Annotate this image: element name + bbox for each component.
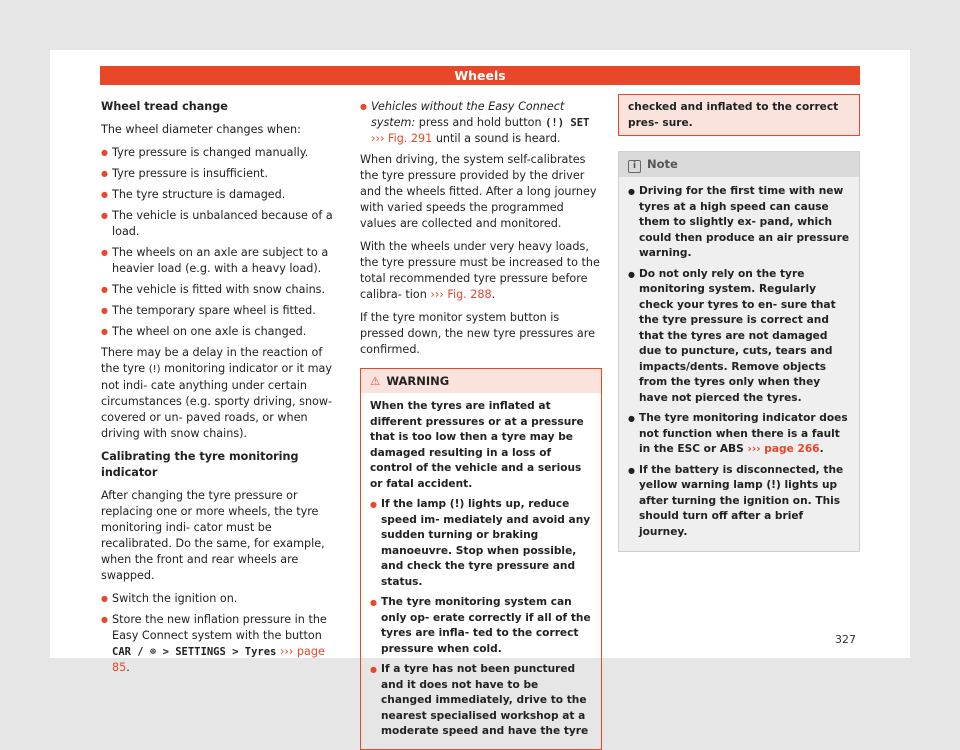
- vehicles-label: Vehicles without the Easy Connect system:: [371, 100, 565, 129]
- heavy-load-text: With the wheels under very heavy loads, the tyre pressure must be increased to the total recommended tyre pressure before calibra- tion: [360, 240, 600, 301]
- section-header: Wheels: [100, 66, 860, 85]
- list-item: ● If the lamp (!) lights up, reduce speed im- mediately and avoid any sudden turning or braking manoeuvre. Stop when possible, and check the tyre pressure and status.: [370, 497, 592, 590]
- page-number: 327: [835, 633, 856, 646]
- warning-text: When the tyres are inflated at different pressures or at a pressure that is too low then a tyre may be damaged resulting in a loss of control of the vehicle and a serious or fatal accident.: [370, 400, 584, 490]
- list-item: ● The temporary spare wheel is fitted.: [101, 303, 341, 319]
- fig-ref-link[interactable]: ››› Fig. 288: [430, 288, 492, 301]
- step2-text: Store the new inflation pressure in the Easy Connect system with the button: [112, 613, 327, 642]
- list-item: ● If the battery is disconnected, the yellow warning lamp (!) lights up after turning the ignition on. This should turn off after a brief journey.: [628, 463, 850, 541]
- set-button-ref: (!) SET: [545, 117, 590, 129]
- list-item: ● Driving for the first time with new tyres at a high speed can cause them to slightly ex- pand, which could then produce an air pressure warning.: [628, 184, 850, 262]
- list-item: ● The wheel on one axle is changed.: [101, 324, 341, 340]
- calib-paragraph: After changing the tyre pressure or replacing one or more wheels, the tyre monitoring indi- cator must be recalibrated. Do the same, for example, when the front and rear wheels are swapped.: [101, 489, 325, 582]
- delay-text-b: monitoring indicator or it may not indi- cate anything under certain circumstances (e.g. sporty driving, snow-covered or un- paved roads, or when driving with snow chains).: [101, 362, 333, 440]
- heavy-load-paragraph: [360, 239, 602, 303]
- list-item: [628, 411, 850, 458]
- delay-paragraph: [101, 345, 341, 442]
- list-item: ● The wheels on an axle are subject to a heavier load (e.g. with a heavy load).: [101, 245, 341, 277]
- warning-header: [361, 369, 601, 393]
- delay-text-a: There may be a delay in the reaction of the tyre: [101, 346, 323, 375]
- page-ref-link[interactable]: ››› page 266: [747, 443, 820, 455]
- list-item: ● Tyre pressure is insufficient.: [101, 166, 341, 182]
- step2-end: .: [126, 661, 130, 674]
- warning-title: WARNING: [386, 374, 450, 388]
- heavy-load-end: .: [491, 288, 496, 301]
- warning-body: [361, 393, 601, 749]
- self-calibrate-paragraph: When driving, the system self-calibrates the tyre pressure provided by the driver and the wheels fitted. After a long journey with varied speeds the programmed values are collected and monitored.: [360, 153, 597, 230]
- warning-box: [360, 368, 602, 750]
- note-bullet3-text: The tyre monitoring indicator does not function when there is a fault in the ESC or ABS: [639, 412, 848, 455]
- list-item: ● The vehicle is unbalanced because of a load.: [101, 208, 341, 240]
- list-item: ● The vehicle is fitted with snow chains.: [101, 282, 341, 298]
- list-item: ● The tyre monitoring system can only op- erate correctly if all of the tyres are infla- ted to the correct pressure when cold.: [370, 595, 592, 657]
- fig-ref-link[interactable]: ››› Fig. 291: [371, 132, 433, 145]
- confirm-paragraph: If the tyre monitor system button is pressed down, the new tyre pressures are confirmed.: [360, 311, 596, 356]
- warning-continued-box: checked and inflated to the correct pres- sure.: [618, 94, 860, 136]
- heading-wheel-tread: Wheel tread change: [101, 100, 228, 113]
- column-1: [101, 99, 341, 681]
- list-item: [360, 99, 602, 147]
- heading-calibrating: Calibrating the tyre monitoring indicator: [101, 450, 299, 479]
- note-bullet3-end: .: [819, 443, 824, 455]
- note-body: [619, 177, 859, 551]
- list-item: [101, 612, 341, 676]
- column-2: [360, 99, 602, 750]
- warning-triangle-icon: ⚠: [370, 374, 381, 388]
- list-item: ● Tyre pressure is changed manually.: [101, 145, 341, 161]
- car-settings-button-ref: CAR / ☸ > SETTINGS > Tyres: [112, 646, 277, 658]
- intro-text: The wheel diameter changes when:: [101, 123, 301, 136]
- vehicles-text-b: until a sound is heard.: [435, 132, 561, 145]
- tyre-pressure-warning-icon: (!): [148, 364, 161, 375]
- info-icon: i: [628, 160, 641, 173]
- list-item: ● Do not only rely on the tyre monitoring system. Regularly check your tyres to en- sure that the tyre pressure is correct and that the tyres are not damaged due to puncture, cuts, tears and impacts/dents. Remove objects from the tyres only when they have not pierced the tyres.: [628, 267, 850, 407]
- vehicles-text-a: press and hold button: [418, 116, 542, 129]
- note-title: Note: [647, 157, 678, 171]
- note-header: [619, 152, 859, 177]
- list-item: ● If a tyre has not been punctured and it does not have to be changed immediately, drive to the nearest specialised workshop at a moderate speed and have the tyre: [370, 662, 592, 740]
- list-item: ● The tyre structure is damaged.: [101, 187, 341, 203]
- page-ref-link[interactable]: ››› page 85: [112, 645, 325, 674]
- list-item: ● Switch the ignition on.: [101, 591, 341, 607]
- note-box: [618, 151, 860, 552]
